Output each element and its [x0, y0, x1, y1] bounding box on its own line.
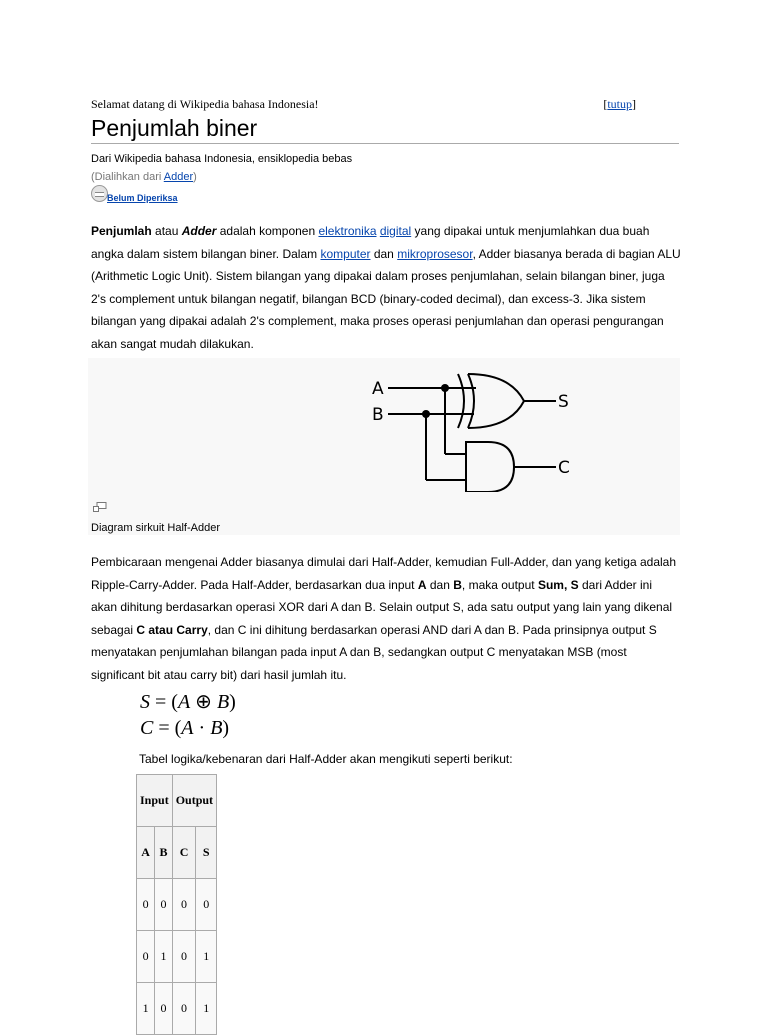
site-notice: [91, 97, 636, 112]
link-mikroprosesor[interactable]: mikroprosesor: [397, 246, 473, 261]
table-row: [137, 879, 217, 931]
table-cell: 0: [172, 879, 196, 931]
table-cell: 0: [196, 879, 217, 931]
redirect-note: (Dialihkan dari Adder): [91, 171, 197, 183]
header-output: Output: [172, 775, 216, 827]
sum-formula: S = (A ⊕ B): [140, 691, 236, 713]
output-c-label: C: [558, 458, 570, 478]
enlarge-icon[interactable]: [93, 502, 107, 513]
table-cell: 0: [137, 879, 155, 931]
redirect-source-link[interactable]: Adder: [163, 171, 194, 183]
table-cell: 0: [172, 983, 196, 1035]
table-cell: 0: [137, 931, 155, 983]
half-adder-figure: [88, 358, 680, 535]
half-adder-circuit-diagram[interactable]: [370, 366, 580, 492]
site-notice-close: [tutup]: [603, 97, 636, 111]
unreviewed-flag-icon: [91, 185, 108, 202]
table-cell: 1: [155, 931, 172, 983]
header-s: S: [196, 827, 217, 879]
site-subtitle: Dari Wikipedia bahasa Indonesia, ensiklopedia bebas: [91, 153, 353, 165]
carry-formula: C = (A · B): [140, 717, 230, 739]
truth-table-caption: Tabel logika/kebenaran dari Half-Adder akan mengikuti seperti berikut:: [139, 752, 513, 766]
half-adder-paragraph: Pembicaraan mengenai Adder biasanya dimulai dari Half-Adder, kemudian Full-Adder, dan yang ketiga adalah Ripple-Carry-Adder. Pada Half-Adder, berdasarkan dua input A dan B, maka output Sum, S dari Adder ini akan dihitung berdasarkan operasi XOR dari A dan B. Selain output S, ada satu output yang lain yang dikenal sebagai C atau Carry, dan C ini dihitung berdasarkan operasi AND dari A dan B. Pada prinsipnya output S menyatakan penjumlahan bilangan pada input A dan B, sedangkan output C menyatakan MSB (most significant bit atau carry bit) dari hasil jumlah itu.: [91, 555, 677, 682]
table-cell: 0: [155, 879, 172, 931]
header-c: C: [172, 827, 196, 879]
page-title: Penjumlah biner: [91, 114, 679, 144]
table-cell: 0: [155, 983, 172, 1035]
input-a-label: A: [372, 379, 384, 399]
header-b: B: [155, 827, 172, 879]
table-row: [137, 931, 217, 983]
figure-caption: Diagram sirkuit Half-Adder: [91, 522, 220, 534]
review-status-link[interactable]: Belum Diperiksa: [107, 192, 178, 203]
site-notice-text: Selamat datang di Wikipedia bahasa Indonesia!: [91, 97, 319, 111]
output-s-label: S: [558, 392, 569, 412]
link-digital[interactable]: digital: [379, 224, 412, 238]
header-a: A: [137, 827, 155, 879]
table-cell: 1: [137, 983, 155, 1035]
intro-paragraph: Penjumlah atau Adder adalah komponen elektronika digital yang dipakai untuk menjumlahkan dua buah angka dalam sistem bilangan biner. Dalam komputer dan mikroprosesor, Adder biasanya berada di bagian ALU (Arithmetic Logic Unit). Sistem bilangan yang dipakai dalam proses penjumlahan, selain bilangan biner, juga 2's complement untuk bilangan negatif, bilangan BCD (binary-coded decimal), dan excess-3. Jika sistem bilangan yang dipakai adalah 2's complement, maka proses operasi penjumlahan dan operasi pengurangan akan sangat mudah dilakukan.: [91, 224, 681, 351]
truth-table: [136, 774, 217, 1035]
close-notice-link[interactable]: tutup: [607, 97, 632, 111]
review-status: [91, 185, 178, 203]
table-cell: 1: [196, 931, 217, 983]
link-komputer[interactable]: komputer: [320, 246, 371, 261]
header-input: Input: [137, 775, 173, 827]
link-elektronika[interactable]: elektronika: [318, 224, 377, 238]
table-row: [137, 983, 217, 1035]
table-cell: 1: [196, 983, 217, 1035]
table-cell: 0: [172, 931, 196, 983]
input-b-label: B: [372, 405, 384, 425]
